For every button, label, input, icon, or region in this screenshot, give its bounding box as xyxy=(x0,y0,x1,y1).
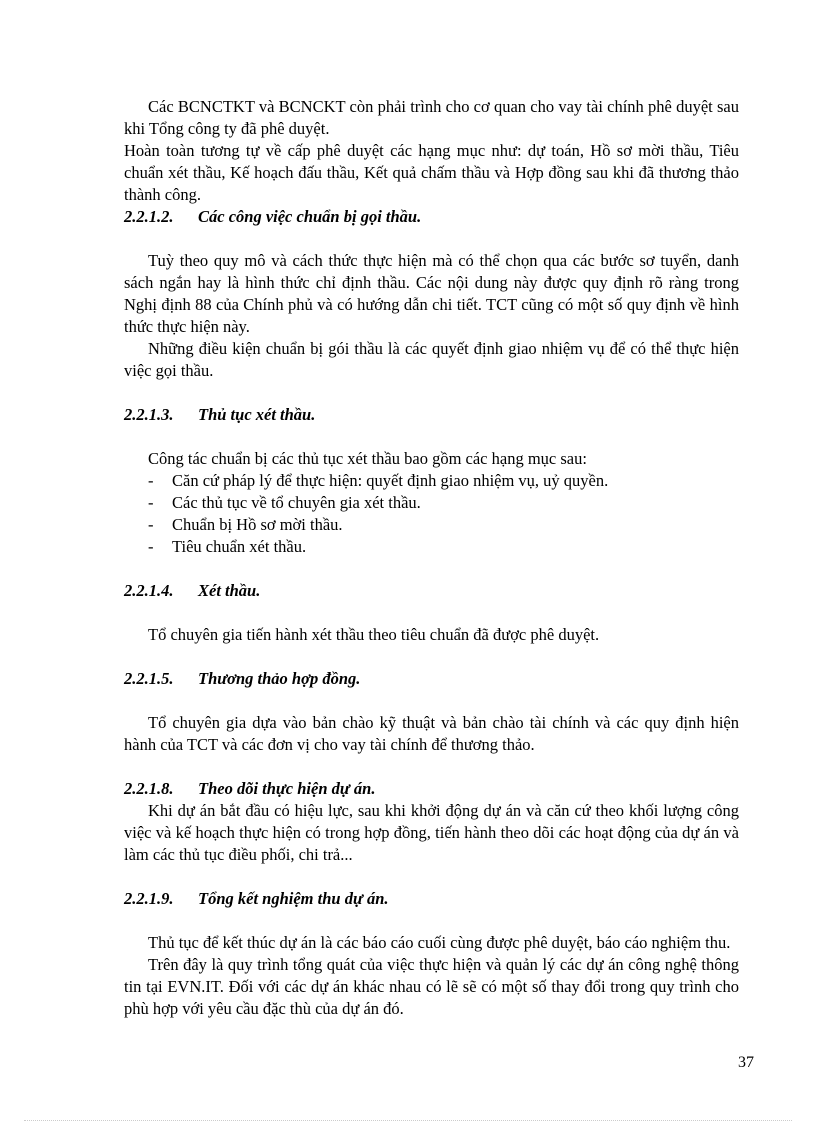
paragraph: Tổ chuyên gia tiến hành xét thầu theo tiêu chuẩn đã được phê duyệt. xyxy=(148,625,600,644)
section-number: 2.2.1.4. xyxy=(124,581,174,600)
section-heading-2215 xyxy=(124,668,739,690)
paragraph: Những điều kiện chuẩn bị gói thầu là các quyết định giao nhiệm vụ để có thể thực hiện việc gọi thầu. xyxy=(124,339,739,380)
section-heading-2219 xyxy=(124,888,739,910)
section-number: 2.2.1.5. xyxy=(124,669,174,688)
section-number: 2.2.1.3. xyxy=(124,405,174,424)
list-item: - Căn cứ pháp lý để thực hiện: quyết định giao nhiệm vụ, uỷ quyền. xyxy=(148,471,609,490)
section-heading-2213 xyxy=(124,404,739,426)
section-number: 2.2.1.2. xyxy=(124,207,174,226)
paragraph: Thủ tục để kết thúc dự án là các báo cáo cuối cùng được phê duyệt, báo cáo nghiệm thu. xyxy=(148,933,731,952)
paragraph: Tổ chuyên gia dựa vào bản chào kỹ thuật và bản chào tài chính và các quy định hiện hành của TCT và các đơn vị cho vay tài chính để thương thảo. xyxy=(124,713,739,754)
paragraph: Khi dự án bắt đầu có hiệu lực, sau khi khởi động dự án và căn cứ theo khối lượng công việc và kế hoạch thực hiện có trong hợp đồng, tiến hành theo dõi các hoạt động của dự án và làm các thủ tục điều phối, chi trả... xyxy=(124,801,739,864)
section-title: Các công việc chuẩn bị gọi thầu. xyxy=(198,207,422,226)
section-title: Tổng kết nghiệm thu dự án. xyxy=(198,889,389,908)
bullet-list xyxy=(124,470,739,558)
section-number: 2.2.1.9. xyxy=(124,889,174,908)
document-body xyxy=(124,96,739,1020)
paragraph: Tuỳ theo quy mô và cách thức thực hiện mà có thể chọn qua các bước sơ tuyển, danh sách ngắn hay là hình thức chỉ định thầu. Các nội dung này được quy định rõ ràng trong Nghị định 88 của Chính phủ và có hướng dẫn chi tiết. TCT cũng có một số quy định về hình thức thực hiện này. xyxy=(124,251,739,336)
paragraph: Công tác chuẩn bị các thủ tục xét thầu bao gồm các hạng mục sau: xyxy=(148,449,587,468)
section-title: Thương thảo hợp đồng. xyxy=(198,669,361,688)
paragraph: Hoàn toàn tương tự về cấp phê duyệt các hạng mục như: dự toán, Hồ sơ mời thầu, Tiêu chuẩn xét thầu, Kế hoạch đấu thầu, Kết quả chấm thầu và Hợp đồng sau khi đã thương thảo thành công. xyxy=(124,141,739,204)
list-item: - Tiêu chuẩn xét thầu. xyxy=(148,537,307,556)
section-heading-2218 xyxy=(124,778,739,800)
list-item: - Chuẩn bị Hồ sơ mời thầu. xyxy=(148,515,343,534)
paragraph: Các BCNCTKT và BCNCKT còn phải trình cho cơ quan cho vay tài chính phê duyệt sau khi Tổng công ty đã phê duyệt. xyxy=(124,97,739,138)
page-bottom-rule xyxy=(24,1120,792,1121)
section-title: Thủ tục xét thầu. xyxy=(198,405,316,424)
page-number: 37 xyxy=(738,1054,754,1071)
paragraph: Trên đây là quy trình tổng quát của việc thực hiện và quản lý các dự án công nghệ thông tin tại EVN.IT. Đối với các dự án khác nhau có lẽ sẽ có một số thay đổi trong quy trình cho phù hợp với yêu cầu đặc thù của dự án đó. xyxy=(124,955,739,1018)
section-title: Theo dõi thực hiện dự án. xyxy=(198,779,376,798)
section-heading-2212 xyxy=(124,206,739,228)
section-heading-2214 xyxy=(124,580,739,602)
list-item: - Các thủ tục về tổ chuyên gia xét thầu. xyxy=(148,493,421,512)
section-title: Xét thầu. xyxy=(198,581,261,600)
section-number: 2.2.1.8. xyxy=(124,779,174,798)
